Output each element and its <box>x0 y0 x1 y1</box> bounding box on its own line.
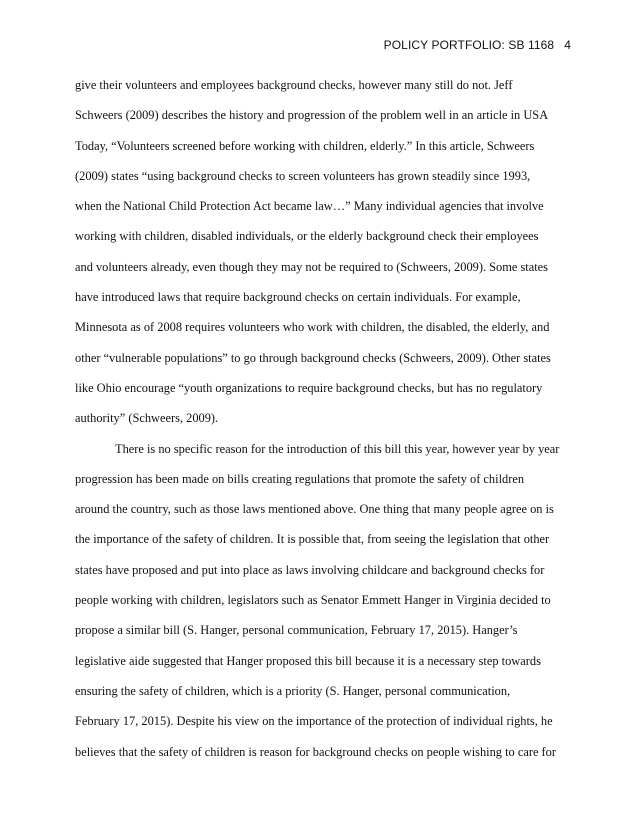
text-line: states have proposed and put into place as laws involving childcare and background checks for <box>75 562 545 577</box>
running-head-title: POLICY PORTFOLIO: SB 1168 <box>383 38 555 52</box>
paragraph-first-line: There is no specific reason for the introduction of this bill this year, however year by year <box>115 441 560 456</box>
text-line: ensuring the safety of children, which is a priority (S. Hanger, personal communication, <box>75 683 511 698</box>
text-line: give their volunteers and employees background checks, however many still do not. Jeff <box>75 78 513 92</box>
text-line: (2009) states “using background checks to screen volunteers has grown steadily since 1993, <box>75 168 531 183</box>
text-line: Minnesota as of 2008 requires volunteers who work with children, the disabled, the elderly, and <box>75 320 550 335</box>
text-line: around the country, such as those laws mentioned above. One thing that many people agree on is <box>75 502 554 517</box>
text-line: authority” (Schweers, 2009). <box>75 411 219 426</box>
running-head <box>384 38 571 52</box>
text-line: people working with children, legislators such as Senator Emmett Hanger in Virginia decided to <box>75 593 551 608</box>
text-line: and volunteers already, even though they may not be required to (Schweers, 2009). Some states <box>75 259 549 274</box>
text-line: Today, “Volunteers screened before working with children, elderly.” In this article, Schweers <box>75 138 535 153</box>
text-line: Schweers (2009) describes the history and progression of the problem well in an article in USA <box>75 108 549 123</box>
page-number: 4 <box>564 38 571 52</box>
text-line: the importance of the safety of children. It is possible that, from seeing the legislation that other <box>75 532 550 547</box>
text-line: legislative aide suggested that Hanger proposed this bill because it is a necessary step towards <box>75 653 541 668</box>
body-text <box>75 70 565 767</box>
text-line: like Ohio encourage “youth organizations to require background checks, but has no regulatory <box>75 380 543 395</box>
text-line: progression has been made on bills creating regulations that promote the safety of children <box>75 471 525 486</box>
text-line: propose a similar bill (S. Hanger, personal communication, February 17, 2015). Hanger’s <box>75 623 518 638</box>
text-line: have introduced laws that require background checks on certain individuals. For example, <box>75 290 521 305</box>
text-line: working with children, disabled individuals, or the elderly background check their employees <box>75 229 539 244</box>
text-line: believes that the safety of children is reason for background checks on people wishing to care for <box>75 744 557 759</box>
text-line: other “vulnerable populations” to go through background checks (Schweers, 2009). Other states <box>75 350 551 365</box>
text-line: February 17, 2015). Despite his view on the importance of the protection of individual rights, he <box>75 714 553 729</box>
text-line: when the National Child Protection Act became law…” Many individual agencies that involve <box>75 199 544 214</box>
